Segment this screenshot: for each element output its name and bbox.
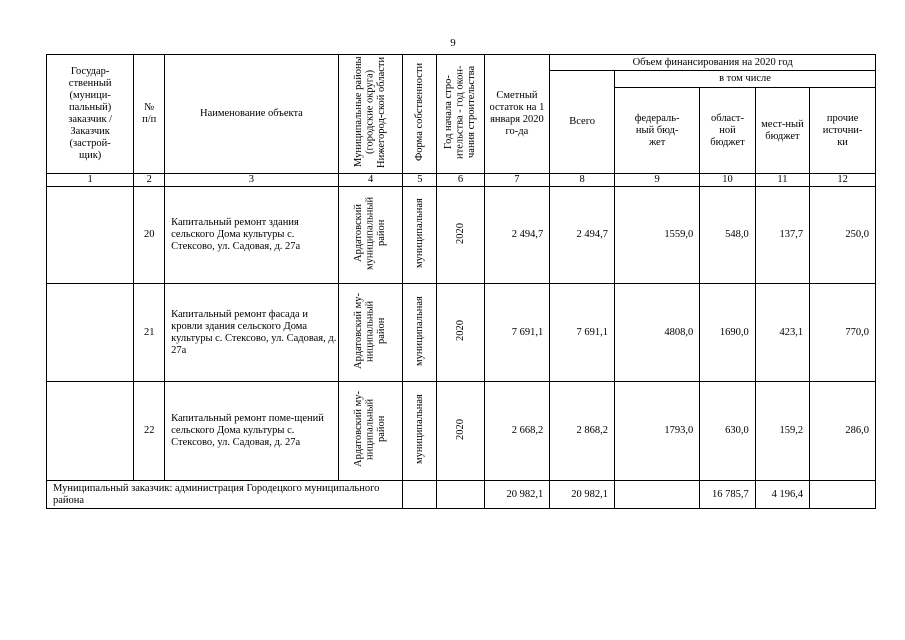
summary-label: Муниципальный заказчик: администрация Городецкого муниципального района — [47, 481, 403, 509]
municipal-cell: Ардатовский му-ниципальный район — [338, 382, 403, 481]
years-cell: 2020 — [437, 284, 484, 382]
column-number: 4 — [338, 174, 403, 187]
column-number: 3 — [165, 174, 339, 187]
table-row — [47, 187, 876, 284]
column-number: 6 — [437, 174, 484, 187]
other-cell: 286,0 — [810, 382, 876, 481]
row-num: 22 — [134, 382, 165, 481]
federal-cell: 4808,0 — [615, 284, 700, 382]
summary-row — [47, 481, 876, 509]
federal-cell: 1559,0 — [615, 187, 700, 284]
header-estimate: Сметный остаток на 1 января 2020 го-да — [484, 55, 550, 174]
estimate-cell: 2 668,2 — [484, 382, 550, 481]
column-number: 1 — [47, 174, 134, 187]
column-number: 10 — [700, 174, 755, 187]
table-row — [47, 284, 876, 382]
summary-empty-cell — [403, 481, 437, 509]
regional-cell: 1690,0 — [700, 284, 755, 382]
header-total: Всего — [550, 71, 615, 174]
object-name: Капитальный ремонт поме-щений сельского Дома культуры с. Стексово, ул. Садовая, д. 27а — [165, 382, 339, 481]
customer-cell — [47, 382, 134, 481]
estimate-cell: 2 494,7 — [484, 187, 550, 284]
summary-other — [810, 481, 876, 509]
header-years: Год начала стро-ительства - год окон-чания строительства — [437, 55, 484, 174]
years-cell: 2020 — [437, 382, 484, 481]
customer-cell — [47, 284, 134, 382]
local-cell: 137,7 — [755, 187, 809, 284]
summary-federal — [615, 481, 700, 509]
customer-cell — [47, 187, 134, 284]
header-funding-group: Объем финансирования на 2020 год — [550, 55, 876, 71]
column-number: 11 — [755, 174, 809, 187]
column-number: 12 — [810, 174, 876, 187]
column-number: 8 — [550, 174, 615, 187]
other-cell: 770,0 — [810, 284, 876, 382]
column-number: 9 — [615, 174, 700, 187]
total-cell: 2 868,2 — [550, 382, 615, 481]
header-ownership: Форма собственности — [403, 55, 437, 174]
header-customer: Государ-ственный (муници-пальный) заказчик /Заказчик (застрой-щик) — [47, 55, 134, 174]
header-federal: федераль-ный бюд-жет — [615, 88, 700, 174]
column-number: 5 — [403, 174, 437, 187]
total-cell: 7 691,1 — [550, 284, 615, 382]
regional-cell: 548,0 — [700, 187, 755, 284]
table-row — [47, 382, 876, 481]
header-including: в том числе — [615, 71, 876, 88]
header-num: № п/п — [134, 55, 165, 174]
ownership-cell: муниципальная — [403, 284, 437, 382]
total-cell: 2 494,7 — [550, 187, 615, 284]
summary-regional: 16 785,7 — [700, 481, 755, 509]
summary-estimate: 20 982,1 — [484, 481, 550, 509]
municipal-cell: Ардатовский му-ниципальный район — [338, 284, 403, 382]
header-local: мест-ный бюджет — [755, 88, 809, 174]
row-num: 20 — [134, 187, 165, 284]
summary-empty-cell — [437, 481, 484, 509]
page-number: 9 — [450, 37, 456, 49]
summary-total: 20 982,1 — [550, 481, 615, 509]
header-regional: област-ной бюджет — [700, 88, 755, 174]
object-name: Капитальный ремонт здания сельского Дома культуры с. Стексово, ул. Садовая, д. 27а — [165, 187, 339, 284]
column-number: 2 — [134, 174, 165, 187]
financing-table — [46, 54, 876, 509]
federal-cell: 1793,0 — [615, 382, 700, 481]
local-cell: 159,2 — [755, 382, 809, 481]
header-object-name: Наименование объекта — [165, 55, 339, 174]
years-cell: 2020 — [437, 187, 484, 284]
summary-local: 4 196,4 — [755, 481, 809, 509]
estimate-cell: 7 691,1 — [484, 284, 550, 382]
local-cell: 423,1 — [755, 284, 809, 382]
row-num: 21 — [134, 284, 165, 382]
column-number: 7 — [484, 174, 550, 187]
ownership-cell: муниципальная — [403, 187, 437, 284]
municipal-cell: Ардатовский муниципальный район — [338, 187, 403, 284]
header-other: прочие источни-ки — [810, 88, 876, 174]
regional-cell: 630,0 — [700, 382, 755, 481]
other-cell: 250,0 — [810, 187, 876, 284]
object-name: Капитальный ремонт фасада и кровли здания сельского Дома культуры с. Стексово, ул. Садовая, д. 27а — [165, 284, 339, 382]
ownership-cell: муниципальная — [403, 382, 437, 481]
header-municipal: Муниципальные районы (городские округа) Нижегород-ской области — [338, 55, 403, 174]
column-numbers-row — [47, 174, 876, 187]
